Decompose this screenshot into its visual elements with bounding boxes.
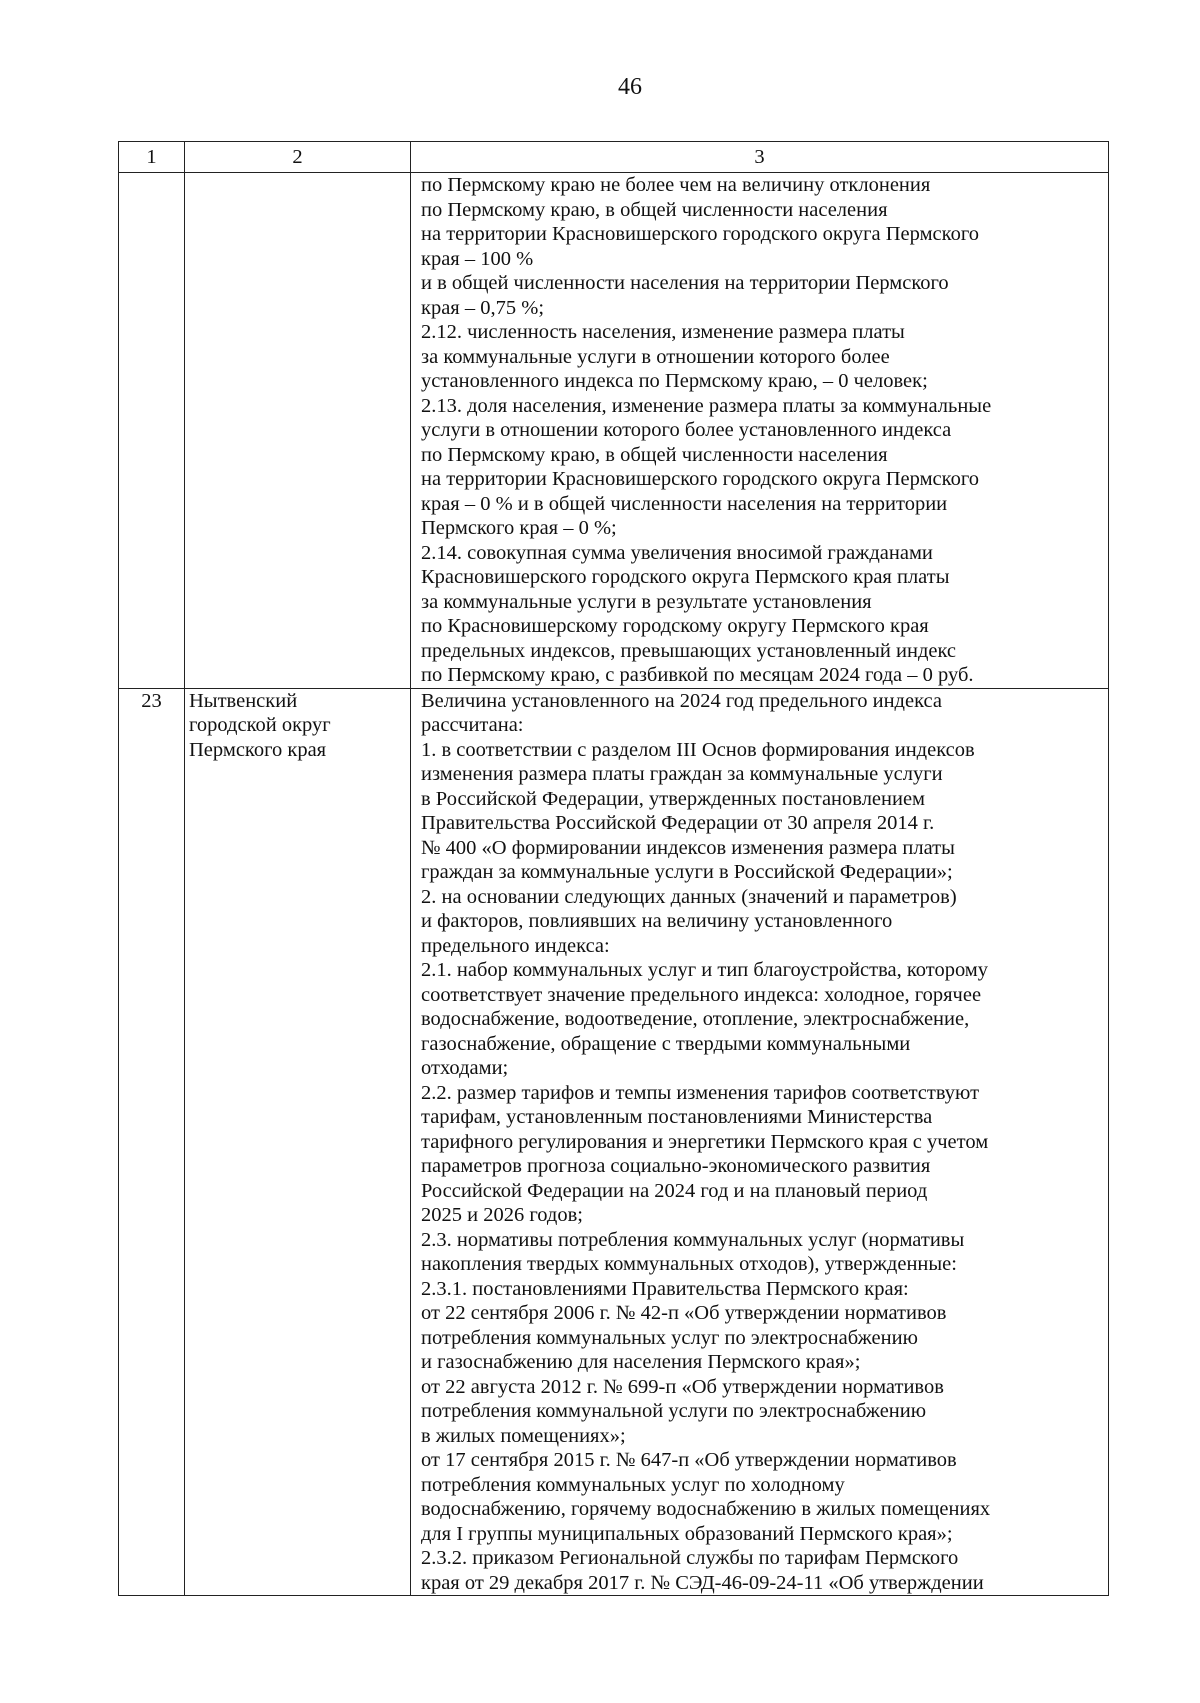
text-line: Российской Федерации на 2024 год и на плановый период bbox=[421, 1179, 928, 1202]
text-line: потребления коммунальных услуг по электроснабжению bbox=[421, 1326, 918, 1349]
text-line: края – 0,75 %; bbox=[421, 296, 545, 319]
document-table bbox=[118, 141, 1109, 1596]
text-line: 2025 и 2026 годов; bbox=[421, 1204, 583, 1226]
text-line: отходами; bbox=[421, 1057, 509, 1079]
text-line: по Пермскому краю, в общей численности населения bbox=[421, 198, 888, 221]
row-number-cell: 23 bbox=[119, 688, 185, 1596]
header-col-3: 3 bbox=[411, 142, 1109, 173]
row-name-cell bbox=[185, 173, 411, 689]
text-line: 1. в соответствии с разделом III Основ формирования индексов bbox=[421, 738, 975, 761]
table-header-row bbox=[119, 142, 1109, 173]
header-col-1: 1 bbox=[119, 142, 185, 173]
text-line: на территории Красновишерского городского округа Пермского bbox=[421, 223, 979, 245]
text-line: 2. на основании следующих данных (значений и параметров) bbox=[421, 885, 957, 908]
text-line: 2.3.2. приказом Региональной службы по тарифам Пермского bbox=[421, 1547, 959, 1569]
text-line: и в общей численности населения на территории Пермского bbox=[421, 272, 949, 294]
text-line: № 400 «О формировании индексов изменения размера платы bbox=[421, 836, 955, 859]
text-line: параметров прогноза социально-экономического развития bbox=[421, 1155, 931, 1177]
row-number-cell bbox=[119, 173, 185, 689]
text-line: тарифам, установленным постановлениями Министерства bbox=[421, 1106, 933, 1128]
text-line: Пермского края bbox=[189, 738, 327, 761]
text-line: по Пермскому краю, с разбивкой по месяцам 2024 года – 0 руб. bbox=[421, 664, 974, 686]
text-line: на территории Красновишерского городского округа Пермского bbox=[421, 468, 979, 490]
table-row-23 bbox=[119, 688, 1109, 1596]
text-line: 2.1. набор коммунальных услуг и тип благоустройства, которому bbox=[421, 959, 989, 981]
text-line: изменения размера платы граждан за коммунальные услуги bbox=[421, 763, 943, 785]
row-name-cell bbox=[185, 688, 411, 1596]
text-line: в жилых помещениях»; bbox=[421, 1424, 626, 1447]
text-line: 2.12. численность населения, изменение размера платы bbox=[421, 321, 905, 343]
text-line: 2.14. совокупная сумма увеличения вносимой гражданами bbox=[421, 541, 933, 564]
text-line: за коммунальные услуги в отношении которого более bbox=[421, 345, 890, 368]
text-line: Величина установленного на 2024 год предельного индекса bbox=[421, 689, 942, 712]
text-line: 2.13. доля населения, изменение размера платы за коммунальные bbox=[421, 394, 992, 417]
text-line: Правительства Российской Федерации от 30 апреля 2014 г. bbox=[421, 812, 935, 834]
text-line: и факторов, повлиявших на величину установленного bbox=[421, 910, 893, 932]
text-line: от 22 сентября 2006 г. № 42-п «Об утверждении нормативов bbox=[421, 1302, 947, 1324]
text-line: городской округ bbox=[189, 714, 331, 736]
text-line: водоснабжению, горячему водоснабжению в жилых помещениях bbox=[421, 1498, 991, 1520]
text-line: установленного индекса по Пермскому краю, – 0 человек; bbox=[421, 370, 928, 392]
text-line: предельного индекса: bbox=[421, 934, 610, 957]
text-line: от 17 сентября 2015 г. № 647-п «Об утверждении нормативов bbox=[421, 1449, 957, 1471]
text-line: соответствует значение предельного индекса: холодное, горячее bbox=[421, 983, 982, 1006]
text-line: по Красновишерскому городскому округу Пермского края bbox=[421, 615, 929, 637]
text-line: края – 0 % и в общей численности населения на территории bbox=[421, 492, 948, 515]
text-line: 2.3.1. постановлениями Правительства Пермского края: bbox=[421, 1277, 909, 1300]
text-line: Нытвенский bbox=[189, 689, 298, 712]
page-number: 46 bbox=[618, 74, 642, 100]
text-line: по Пермскому краю не более чем на величину отклонения bbox=[421, 174, 931, 196]
text-line: потребления коммунальной услуги по электроснабжению bbox=[421, 1400, 927, 1422]
text-line: Красновишерского городского округа Пермского края платы bbox=[421, 566, 950, 588]
text-line: для I группы муниципальных образований Пермского края»; bbox=[421, 1522, 953, 1545]
text-line: предельных индексов, превышающих установленный индекс bbox=[421, 639, 957, 662]
text-line: водоснабжение, водоотведение, отопление, электроснабжение, bbox=[421, 1008, 970, 1030]
text-line: рассчитана: bbox=[421, 714, 524, 736]
text-line: 2.2. размер тарифов и темпы изменения тарифов соответствуют bbox=[421, 1081, 980, 1104]
text-line: и газоснабжению для населения Пермского края»; bbox=[421, 1351, 861, 1373]
text-line: по Пермскому краю, в общей численности населения bbox=[421, 443, 888, 466]
text-line: края от 29 декабря 2017 г. № СЭД-46-09-24-11 «Об утверждении bbox=[421, 1571, 984, 1594]
text-line: накопления твердых коммунальных отходов), утвержденные: bbox=[421, 1253, 957, 1275]
header-col-2: 2 bbox=[185, 142, 411, 173]
text-line: Пермского края – 0 %; bbox=[421, 517, 617, 539]
text-line: тарифного регулирования и энергетики Пермского края с учетом bbox=[421, 1130, 989, 1153]
text-line: за коммунальные услуги в результате установления bbox=[421, 590, 872, 613]
row-text-cell bbox=[411, 173, 1109, 689]
text-line: края – 100 % bbox=[421, 247, 534, 270]
text-line: граждан за коммунальные услуги в Российской Федерации»; bbox=[421, 861, 953, 883]
text-line: 2.3. нормативы потребления коммунальных услуг (нормативы bbox=[421, 1228, 965, 1251]
text-line: в Российской Федерации, утвержденных постановлением bbox=[421, 787, 926, 810]
table-row-continuation bbox=[119, 173, 1109, 689]
text-line: газоснабжение, обращение с твердыми коммунальными bbox=[421, 1032, 911, 1055]
text-line: услуги в отношении которого более установленного индекса bbox=[421, 419, 952, 441]
row-text-cell bbox=[411, 688, 1109, 1596]
text-line: потребления коммунальных услуг по холодному bbox=[421, 1473, 845, 1496]
text-line: от 22 августа 2012 г. № 699-п «Об утверждении нормативов bbox=[421, 1375, 944, 1398]
